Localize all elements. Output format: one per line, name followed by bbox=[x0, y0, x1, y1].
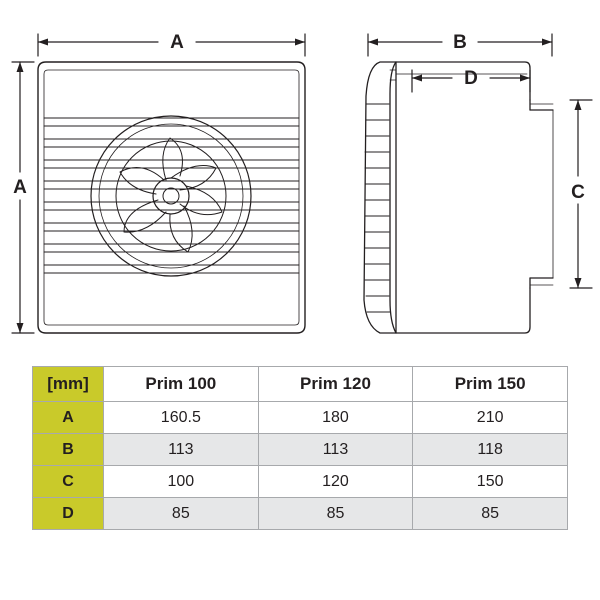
table-header-prim-100: Prim 100 bbox=[104, 367, 259, 402]
cell-c-prim-150: 150 bbox=[413, 466, 568, 498]
dimension-label-b-top: B bbox=[453, 32, 467, 53]
cell-a-prim-120: 180 bbox=[258, 402, 413, 434]
cell-d-prim-150: 85 bbox=[413, 498, 568, 530]
cell-c-prim-120: 120 bbox=[258, 466, 413, 498]
table-row bbox=[33, 466, 568, 498]
table-row bbox=[33, 498, 568, 530]
table-header-prim-150: Prim 150 bbox=[413, 367, 568, 402]
table-header-unit: [mm] bbox=[33, 367, 104, 402]
cell-b-prim-120: 113 bbox=[258, 434, 413, 466]
cell-d-prim-100: 85 bbox=[104, 498, 259, 530]
cell-a-prim-150: 210 bbox=[413, 402, 568, 434]
table-header-prim-120: Prim 120 bbox=[258, 367, 413, 402]
dimension-label-c-right: C bbox=[571, 182, 585, 203]
table-row bbox=[33, 434, 568, 466]
table-header-row bbox=[33, 367, 568, 402]
row-label-d: D bbox=[33, 498, 104, 530]
row-label-a: A bbox=[33, 402, 104, 434]
dimensions-table bbox=[32, 366, 568, 530]
cell-c-prim-100: 100 bbox=[104, 466, 259, 498]
dimension-label-a-top: A bbox=[170, 32, 184, 53]
row-label-b: B bbox=[33, 434, 104, 466]
cell-a-prim-100: 160.5 bbox=[104, 402, 259, 434]
table-row bbox=[33, 402, 568, 434]
cell-b-prim-150: 118 bbox=[413, 434, 568, 466]
dimension-label-d-top: D bbox=[464, 68, 478, 89]
row-label-c: C bbox=[33, 466, 104, 498]
cell-b-prim-100: 113 bbox=[104, 434, 259, 466]
dimension-label-a-left: A bbox=[13, 177, 27, 198]
cell-d-prim-120: 85 bbox=[258, 498, 413, 530]
